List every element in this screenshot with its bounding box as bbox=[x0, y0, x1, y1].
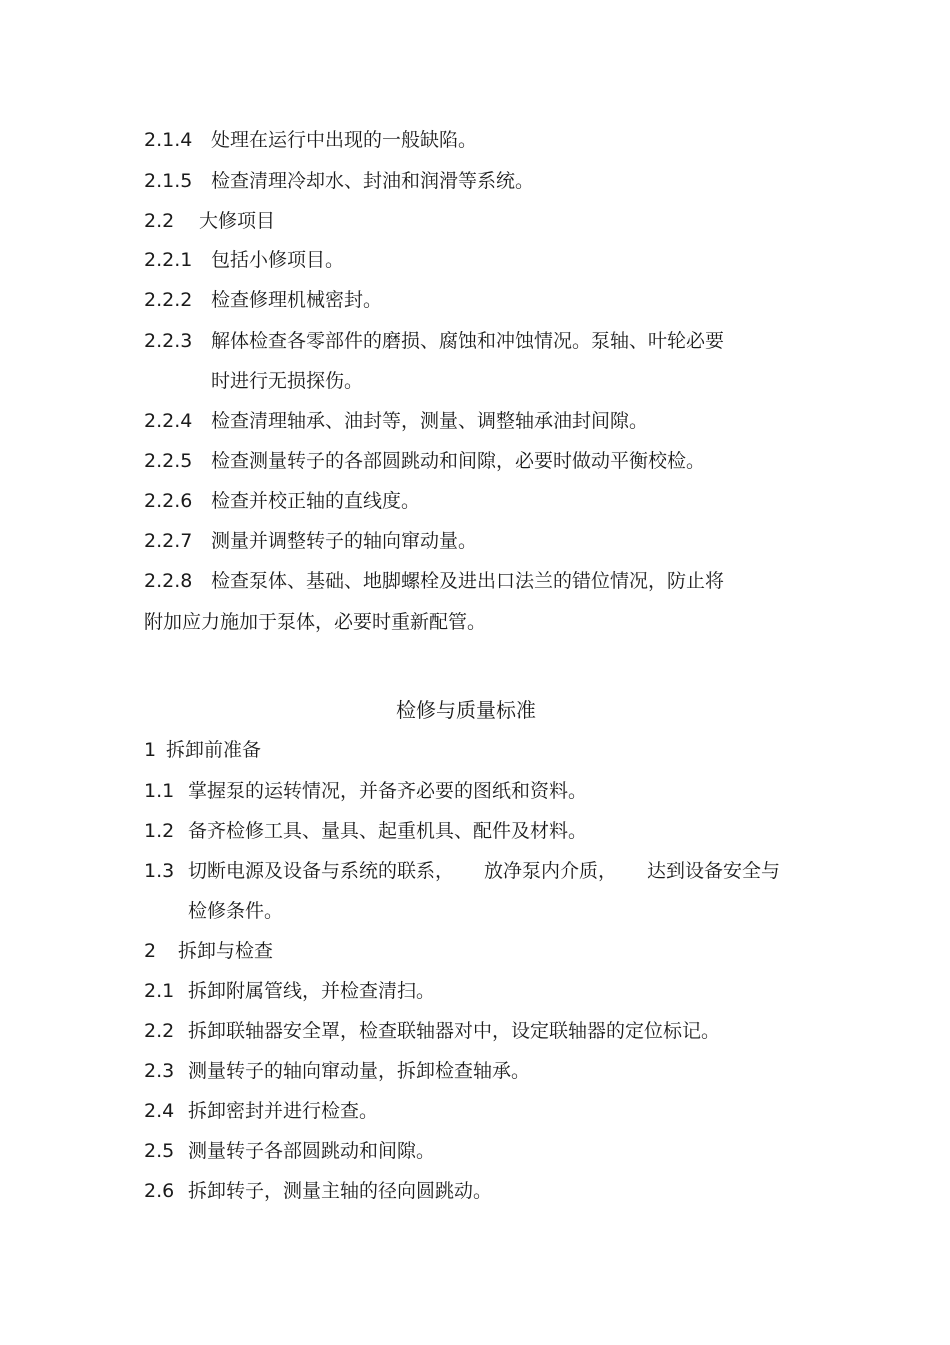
item-text: 附加应力施加于泵体，必要时重新配管。 bbox=[144, 611, 487, 633]
item-text: 达到设备安全与 bbox=[647, 860, 781, 882]
item-text: 解体检查各零部件的磨损、腐蚀和冲蚀情况。泵轴、叶轮必要 bbox=[211, 330, 725, 352]
list-item bbox=[144, 978, 435, 1004]
item-text: 测量转子各部圆跳动和间隙。 bbox=[188, 1140, 436, 1162]
item-number: 2.2.1 bbox=[144, 249, 193, 271]
item-text: 检查修理机械密封。 bbox=[211, 289, 383, 311]
item-number: 2.2 bbox=[144, 210, 175, 232]
item-text: 检查并校正轴的直线度。 bbox=[211, 490, 421, 512]
list-item bbox=[144, 208, 275, 234]
list-item bbox=[144, 938, 273, 964]
item-number: 2.2.6 bbox=[144, 490, 193, 512]
item-text: 时进行无损探伤。 bbox=[211, 370, 364, 392]
item-text: 检修条件。 bbox=[188, 900, 284, 922]
item-number: 2 bbox=[144, 940, 157, 962]
item-text: 备齐检修工具、量具、起重机具、配件及材料。 bbox=[188, 820, 588, 842]
list-item bbox=[144, 168, 534, 194]
item-text: 检查测量转子的各部圆跳动和间隙，必要时做动平衡校检。 bbox=[211, 450, 706, 472]
item-number: 2.2 bbox=[144, 1020, 175, 1042]
item-text: 检查泵体、基础、地脚螺栓及进出口法兰的错位情况，防止将 bbox=[211, 570, 725, 592]
item-number: 2.1.4 bbox=[144, 129, 193, 151]
list-item bbox=[144, 287, 382, 313]
item-number: 1 bbox=[144, 739, 157, 761]
item-number: 1.3 bbox=[144, 860, 175, 882]
list-item bbox=[144, 1018, 720, 1044]
item-text: 大修项目 bbox=[199, 210, 276, 232]
item-number: 2.2.4 bbox=[144, 410, 193, 432]
item-text: 拆卸转子，测量主轴的径向圆跳动。 bbox=[188, 1180, 493, 1202]
item-text: 测量并调整转子的轴向窜动量。 bbox=[211, 530, 478, 552]
list-item bbox=[144, 328, 724, 354]
item-number: 2.1.5 bbox=[144, 170, 193, 192]
item-text: 处理在运行中出现的一般缺陷。 bbox=[211, 129, 478, 151]
item-number: 2.2.5 bbox=[144, 450, 193, 472]
section-heading: 检修与质量标准 bbox=[396, 698, 536, 722]
list-item bbox=[144, 1098, 378, 1124]
list-item bbox=[144, 858, 780, 884]
item-text: 测量转子的轴向窜动量，拆卸检查轴承。 bbox=[188, 1060, 531, 1082]
list-item bbox=[144, 1138, 435, 1164]
item-text: 拆卸附属管线，并检查清扫。 bbox=[188, 980, 436, 1002]
item-number: 2.2.7 bbox=[144, 530, 193, 552]
list-item bbox=[144, 737, 261, 763]
item-number: 2.2.2 bbox=[144, 289, 193, 311]
item-text: 检查清理轴承、油封等，测量、调整轴承油封间隙。 bbox=[211, 410, 649, 432]
list-item-continuation bbox=[144, 609, 486, 635]
list-item bbox=[144, 247, 344, 273]
item-number: 2.3 bbox=[144, 1060, 175, 1082]
item-text: 放净泵内介质， bbox=[484, 860, 618, 882]
item-text: 掌握泵的运转情况，并备齐必要的图纸和资料。 bbox=[188, 780, 588, 802]
list-item bbox=[144, 568, 724, 594]
list-item bbox=[144, 1178, 492, 1204]
item-number: 2.6 bbox=[144, 1180, 175, 1202]
item-text: 拆卸前准备 bbox=[166, 739, 262, 761]
item-number: 2.5 bbox=[144, 1140, 175, 1162]
item-text: 包括小修项目。 bbox=[211, 249, 345, 271]
item-text: 检查清理冷却水、封油和润滑等系统。 bbox=[211, 170, 535, 192]
item-number: 2.4 bbox=[144, 1100, 175, 1122]
item-number: 1.2 bbox=[144, 820, 175, 842]
list-item bbox=[144, 818, 587, 844]
list-item bbox=[144, 778, 587, 804]
list-item bbox=[144, 488, 420, 514]
list-item bbox=[144, 127, 477, 153]
item-text: 拆卸与检查 bbox=[178, 940, 274, 962]
list-item bbox=[144, 408, 648, 434]
list-item-continuation bbox=[211, 368, 363, 394]
item-number: 2.2.8 bbox=[144, 570, 193, 592]
item-number: 1.1 bbox=[144, 780, 175, 802]
item-text: 拆卸密封并进行检查。 bbox=[188, 1100, 379, 1122]
list-item bbox=[144, 528, 477, 554]
item-number: 2.1 bbox=[144, 980, 175, 1002]
list-item bbox=[144, 1058, 530, 1084]
list-item bbox=[144, 448, 705, 474]
item-number: 2.2.3 bbox=[144, 330, 193, 352]
item-text: 切断电源及设备与系统的联系， bbox=[188, 860, 455, 882]
item-text: 拆卸联轴器安全罩，检查联轴器对中，设定联轴器的定位标记。 bbox=[188, 1020, 721, 1042]
list-item-continuation bbox=[188, 898, 283, 924]
